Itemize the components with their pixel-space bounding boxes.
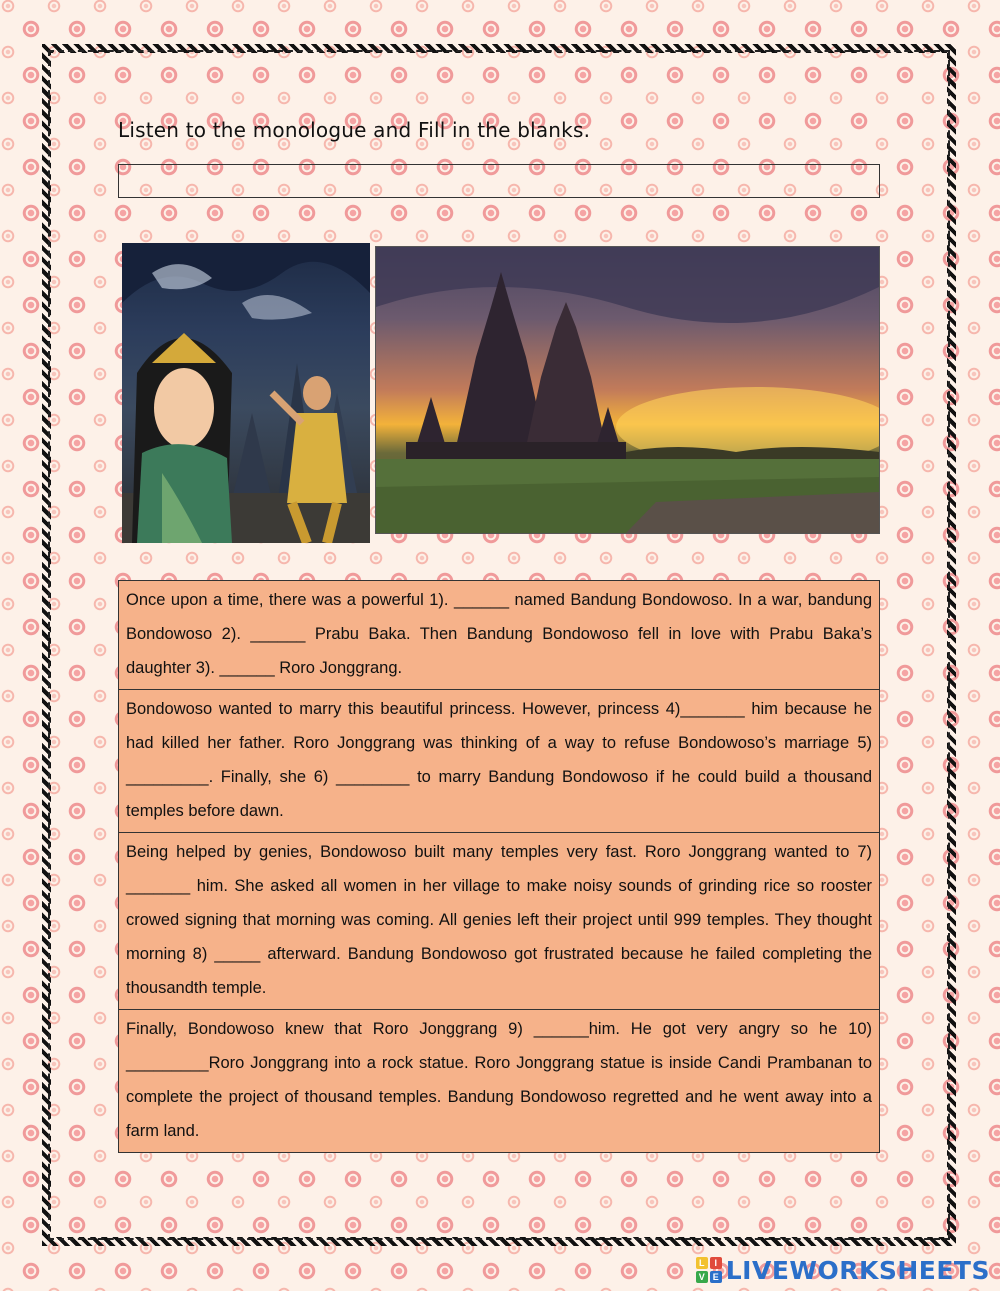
story-paragraph-4: Finally, Bondowoso knew that Roro Jonggrang 9) ______him. He got very angry so he 10) _________Roro Jonggrang into a rock statue. Roro Jonggrang statue is inside Candi Prambanan to complete the project of thousand temples. Bandung Bondowoso regretted and he went away into a farm land. [119,1010,880,1153]
table-row [119,1010,880,1153]
logo-block: V [696,1271,708,1283]
logo-blocks-icon [696,1257,722,1283]
illustration-art [122,243,370,543]
logo-block: E [710,1271,722,1283]
photo-prambanan-temple [375,246,880,534]
table-row [119,690,880,833]
illustration-princess-and-warrior [122,243,370,543]
logo-block: L [696,1257,708,1269]
story-table [118,580,880,1153]
story-paragraph-2: Bondowoso wanted to marry this beautiful princess. However, princess 4)_______ him because he had killed her father. Roro Jonggrang was thinking of a way to refuse Bondowoso’s marriage 5) _________. Finally, she 6) ________ to marry Bandung Bondowoso if he could build a thousand temples before dawn. [119,690,880,833]
table-row [119,581,880,690]
table-row [119,833,880,1010]
instruction-heading: Listen to the monologue and Fill in the blanks. [118,118,591,142]
story-paragraph-3: Being helped by genies, Bondowoso built many temples very fast. Roro Jonggrang wanted to 7) _______ him. She asked all women in her village to make noisy sounds of grinding rice so rooster crowed signing that morning was coming. All genies left their project until 999 temples. They thought morning 8) _____ afterward. Bandung Bondowoso got frustrated because he failed completing the thousandth temple. [119,833,880,1010]
logo-block: I [710,1257,722,1269]
answer-input[interactable] [118,164,880,198]
liveworksheets-logo [696,1255,990,1285]
logo-text: LIVEWORKSHEETS [725,1255,990,1285]
photo-art [376,247,879,533]
story-paragraph-1: Once upon a time, there was a powerful 1). ______ named Bandung Bondowoso. In a war, bandung Bondowoso 2). ______ Prabu Baka. Then Bandung Bondowoso fell in love with Prabu Baka’s daughter 3). ______ Roro Jonggrang. [119,581,880,690]
